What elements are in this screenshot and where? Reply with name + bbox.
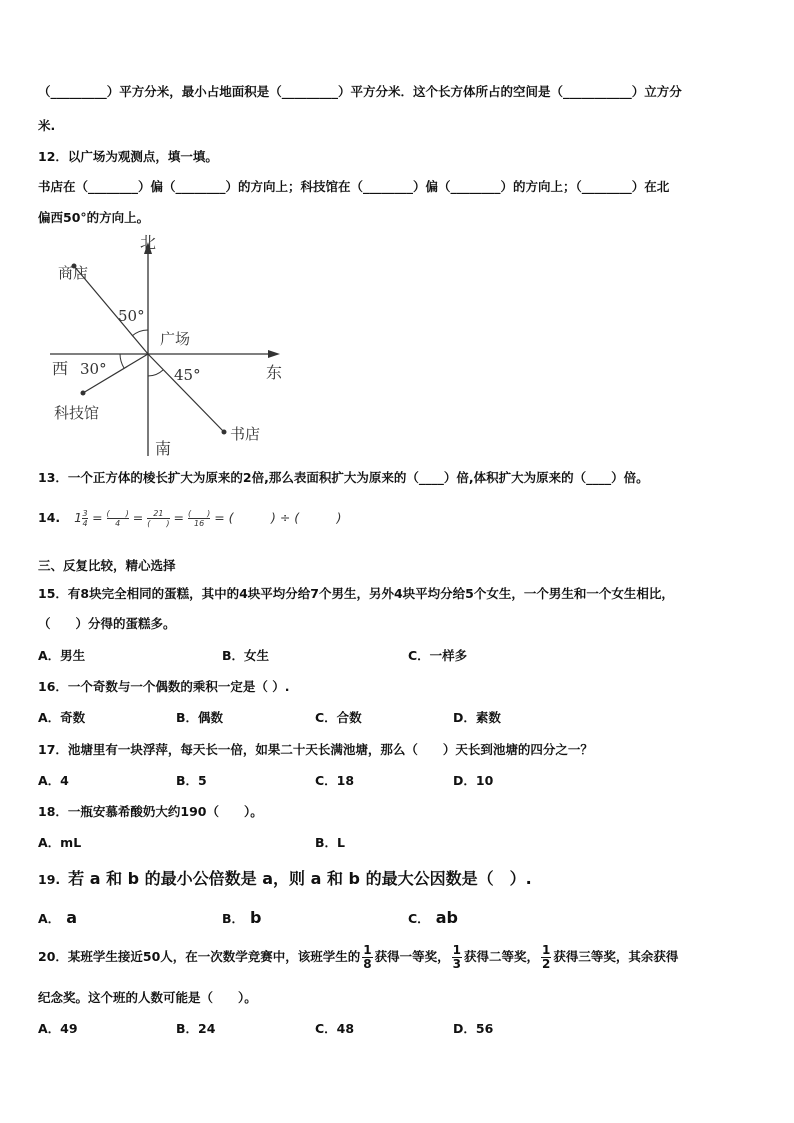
- q17-option-d[interactable]: D．10: [453, 773, 494, 788]
- q20-fraction-1-3: $\frac{1}{3}$: [452, 943, 462, 971]
- label-east: 东: [266, 363, 283, 382]
- label-south: 南: [155, 439, 172, 458]
- q15-option-c[interactable]: C．一样多: [408, 648, 468, 663]
- q19-option-a[interactable]: A． a: [38, 908, 77, 927]
- angle-arc-shop: [132, 330, 148, 336]
- label-angle-shop: 50°: [118, 307, 145, 325]
- q15-option-a[interactable]: A．男生: [38, 648, 86, 663]
- label-shop: 商店: [58, 264, 89, 282]
- q20-option-d[interactable]: D．56: [453, 1021, 494, 1036]
- q16-text: 16．一个奇数与一个偶数的乘积一定是（ ）.: [38, 679, 290, 694]
- label-angle-museum: 30°: [80, 360, 107, 378]
- q17-option-b[interactable]: B．5: [176, 773, 207, 788]
- q19-number: 19.: [38, 872, 61, 887]
- q19-option-c[interactable]: C． ab: [408, 908, 458, 927]
- label-center: 广场: [160, 330, 191, 348]
- label-museum: 科技馆: [54, 404, 100, 422]
- q18-option-b[interactable]: B．L: [315, 835, 345, 850]
- q20-line2: 纪念奖。这个班的人数可能是（ ）。: [38, 990, 257, 1005]
- q17-text: 17．池塘里有一块浮萍，每天长一倍，如果二十天长满池塘，那么（ ）天长到池塘的四分之一？: [38, 742, 593, 757]
- q12-line1: 书店在（________）偏（________）的方向上；科技馆在（________）偏（________）的方向上；（________）在北: [38, 179, 670, 194]
- q20-option-a[interactable]: A．49: [38, 1021, 78, 1036]
- q14-eq-3: =: [173, 510, 184, 525]
- label-north: 北: [140, 233, 157, 252]
- q20-option-b[interactable]: B．24: [176, 1021, 216, 1036]
- q19-text: 若 a 和 b 的最小公倍数是 a，则 a 和 b 的最大公因数是（ ）.: [68, 869, 532, 888]
- q15-line2: （ ）分得的蛋糕多。: [38, 616, 176, 631]
- q16-option-a[interactable]: A．奇数: [38, 710, 86, 725]
- q20-fraction-1-2: $\frac{1}{2}$: [542, 943, 551, 971]
- q15-option-b[interactable]: B．女生: [222, 648, 270, 663]
- q14-tail: = ( ) ÷ ( ): [214, 510, 342, 525]
- q20-fraction-1-8: $\frac{1}{8}$: [363, 943, 372, 971]
- q19-option-b[interactable]: B． b: [222, 908, 262, 927]
- q14-eq-2: =: [132, 510, 144, 525]
- q14-label: 14.: [38, 510, 61, 525]
- q20-line1: 20．某班学生接近50人，在一次数学竞赛中，该班学生的 $\frac{1}{8}$ 获得一等奖， $\frac{1}{3}$ 获得二等奖， $\frac{1}{2}$ 获得三等奖，其余获得: [38, 943, 679, 971]
- q18-option-a[interactable]: A．mL: [38, 835, 82, 850]
- q17-option-a[interactable]: A．4: [38, 773, 69, 788]
- q13-text: 13．一个正方体的棱长扩大为原来的2倍,那么表面积扩大为原来的（____）倍,体积扩大为原来的（____）倍。: [38, 470, 649, 485]
- label-bookstore: 书店: [230, 425, 261, 443]
- q14-row: [38, 508, 342, 528]
- direction-diagram: [40, 228, 300, 460]
- q20-option-c[interactable]: C．48: [315, 1021, 355, 1036]
- q16-option-b[interactable]: B．偶数: [176, 710, 224, 725]
- q17-option-c[interactable]: C．18: [315, 773, 355, 788]
- q16-option-c[interactable]: C．合数: [315, 710, 362, 725]
- q14-fraction-4: $\frac{( )}{16}$: [187, 509, 211, 528]
- q14-fraction-3: $\frac{21}{( )}$: [147, 509, 170, 528]
- q11-line2: 米.: [38, 118, 56, 133]
- q18-text: 18．一瓶安慕希酸奶大约190（ ）。: [38, 804, 263, 819]
- q14-whole: 1: [74, 510, 83, 525]
- q19-row: [38, 866, 532, 889]
- q14-eq-1: =: [92, 510, 103, 525]
- label-angle-bookstore: 45°: [174, 366, 201, 384]
- q11-line1: （_________）平方分米，最小占地面积是（_________）平方分米．这个长方体所占的空间是（___________）立方分: [38, 84, 682, 99]
- museum-point: [81, 391, 86, 396]
- q15-line1: 15．有8块完全相同的蛋糕，其中的4块平均分给7个男生，另外4块平均分给5个女生，一个男生和一个女生相比，: [38, 586, 674, 601]
- label-west: 西: [52, 359, 69, 378]
- q14-fraction-1: $\frac{3}{4}$: [82, 509, 88, 528]
- q14-fraction-2: $\frac{( )}{4}$: [106, 509, 129, 528]
- east-arrow-icon: [268, 350, 280, 358]
- q16-option-d[interactable]: D．素数: [453, 710, 501, 725]
- q12-line2: 偏西50°的方向上。: [38, 210, 150, 225]
- bookstore-point: [222, 430, 227, 435]
- angle-arc-bookstore: [148, 370, 163, 376]
- q12-title: 12．以广场为观测点，填一填。: [38, 149, 218, 164]
- angle-arc-museum: [120, 354, 124, 368]
- section-3-heading: 三、反复比较，精心选择: [38, 558, 176, 573]
